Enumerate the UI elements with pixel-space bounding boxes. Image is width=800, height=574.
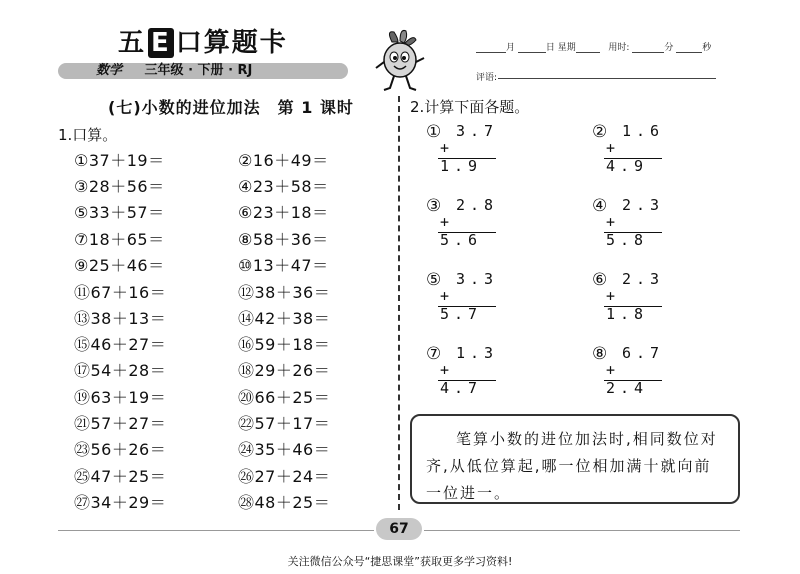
addend-bottom: + 4.7 [440, 361, 483, 397]
oral-problem-25: ㉕47＋25＝ [74, 467, 167, 486]
grade-info [96, 63, 252, 79]
oral-problem-8: ⑧58＋36＝ [238, 230, 329, 249]
vertical-problem-8 [592, 344, 672, 397]
footer-rule-left [58, 530, 374, 531]
tip-box [410, 414, 740, 504]
problem-number: ③ [426, 196, 442, 216]
brand-part1: 五 [118, 28, 147, 58]
minute-label: 分 [664, 43, 674, 53]
sum-line [604, 232, 662, 233]
oral-problem-14: ⑭42＋38＝ [238, 309, 331, 328]
sum-line [438, 380, 496, 381]
oral-problem-20: ⑳66＋25＝ [238, 388, 331, 407]
oral-problem-7: ⑦18＋65＝ [74, 230, 165, 249]
oral-problem-22: ㉒57＋17＝ [238, 414, 331, 433]
oral-problem-5: ⑤33＋57＝ [74, 203, 165, 222]
card-brand-title [118, 22, 288, 59]
vertical-problem-3 [426, 196, 506, 249]
sum-line [604, 158, 662, 159]
oral-problem-13: ⑬38＋13＝ [74, 309, 167, 328]
oral-problem-1: ①37＋19＝ [74, 151, 165, 170]
minute-blank[interactable] [632, 43, 664, 53]
addend-top: 2.3 [622, 270, 665, 288]
problem-number: ② [592, 122, 608, 142]
addend-bottom: + 5.8 [606, 213, 649, 249]
addend-bottom: + 2.4 [606, 361, 649, 397]
vertical-problem-1 [426, 122, 506, 175]
vertical-problem-4 [592, 196, 672, 249]
footer-rule-right [424, 530, 740, 531]
oral-problem-9: ⑨25＋46＝ [74, 256, 165, 275]
sum-line [438, 158, 496, 159]
tip-line-1: 笔算小数的进位加法时,相同数位对 [456, 430, 718, 448]
oral-problem-24: ㉔35＋46＝ [238, 440, 331, 459]
oral-problem-10: ⑩13＋47＝ [238, 256, 329, 275]
brand-e-logo: E [148, 28, 174, 58]
oral-problem-11: ⑪67＋16＝ [74, 283, 167, 302]
oral-problem-3: ③28＋56＝ [74, 177, 165, 196]
footer-notice: 关注微信公众号“捷思课堂”获取更多学习资料! [287, 555, 513, 568]
oral-problem-18: ⑱29＋26＝ [238, 361, 331, 380]
brand-part2: 口算题卡 [175, 28, 288, 58]
time-label: 用时: [608, 43, 630, 53]
date-time-line [476, 40, 711, 53]
problem-number: ⑥ [592, 270, 608, 290]
addend-bottom: + 5.6 [440, 213, 483, 249]
addend-bottom: + 1.8 [606, 287, 649, 323]
problem-number: ⑧ [592, 344, 608, 364]
comment-label: 评语: [476, 73, 498, 83]
oral-problem-21: ㉑57＋27＝ [74, 414, 167, 433]
month-label: 月 [506, 43, 516, 53]
tip-line-2: 齐,从低位算起,哪一位相加满十就向前 [426, 457, 712, 475]
oral-problem-16: ⑯59＋18＝ [238, 335, 331, 354]
addend-top: 3.3 [456, 270, 499, 288]
problem-number: ① [426, 122, 442, 142]
addend-top: 3.7 [456, 122, 499, 140]
addend-top: 2.3 [622, 196, 665, 214]
sum-line [438, 306, 496, 307]
section2-title: 2.计算下面各题。 [410, 98, 530, 116]
vertical-problem-5 [426, 270, 506, 323]
comment-blank[interactable] [498, 78, 716, 79]
grade-label: 三年级 · 下册 · RJ [144, 63, 253, 78]
tip-line-3: 一位进一。 [426, 484, 512, 502]
oral-problem-2: ②16＋49＝ [238, 151, 329, 170]
second-label: 秒 [702, 43, 712, 53]
lesson-title: (七)小数的进位加法 第 1 课时 [108, 98, 354, 117]
addend-top: 1.3 [456, 344, 499, 362]
sum-line [438, 232, 496, 233]
oral-problem-27: ㉗34＋29＝ [74, 493, 167, 512]
day-blank[interactable] [518, 43, 546, 53]
month-blank[interactable] [476, 43, 506, 53]
problem-number: ⑤ [426, 270, 442, 290]
addend-top: 1.6 [622, 122, 665, 140]
oral-problem-4: ④23＋58＝ [238, 177, 329, 196]
vertical-problem-2 [592, 122, 672, 175]
vertical-problem-6 [592, 270, 672, 323]
oral-problem-23: ㉓56＋26＝ [74, 440, 167, 459]
addend-bottom: + 5.7 [440, 287, 483, 323]
addend-top: 2.8 [456, 196, 499, 214]
oral-problem-15: ⑮46＋27＝ [74, 335, 167, 354]
oral-problem-12: ⑫38＋36＝ [238, 283, 331, 302]
day-label: 日 [545, 43, 555, 53]
column-divider [398, 96, 400, 510]
oral-problem-6: ⑥23＋18＝ [238, 203, 329, 222]
addend-top: 6.7 [622, 344, 665, 362]
section1-title: 1.口算。 [58, 126, 118, 144]
oral-problem-17: ⑰54＋28＝ [74, 361, 167, 380]
week-label: 星期 [557, 43, 576, 53]
addend-bottom: + 1.9 [440, 139, 483, 175]
sum-line [604, 380, 662, 381]
page-number: 67 [376, 518, 422, 540]
oral-problem-26: ㉖27＋24＝ [238, 467, 331, 486]
addend-bottom: + 4.9 [606, 139, 649, 175]
sum-line [604, 306, 662, 307]
problem-number: ⑦ [426, 344, 442, 364]
problem-number: ④ [592, 196, 608, 216]
subject-label: 数学 [96, 63, 123, 78]
second-blank[interactable] [676, 43, 702, 53]
oral-problem-19: ⑲63＋19＝ [74, 388, 167, 407]
radish-mascot-icon [372, 28, 428, 94]
week-blank[interactable] [576, 43, 600, 53]
vertical-problem-7 [426, 344, 506, 397]
oral-problem-28: ㉘48＋25＝ [238, 493, 331, 512]
